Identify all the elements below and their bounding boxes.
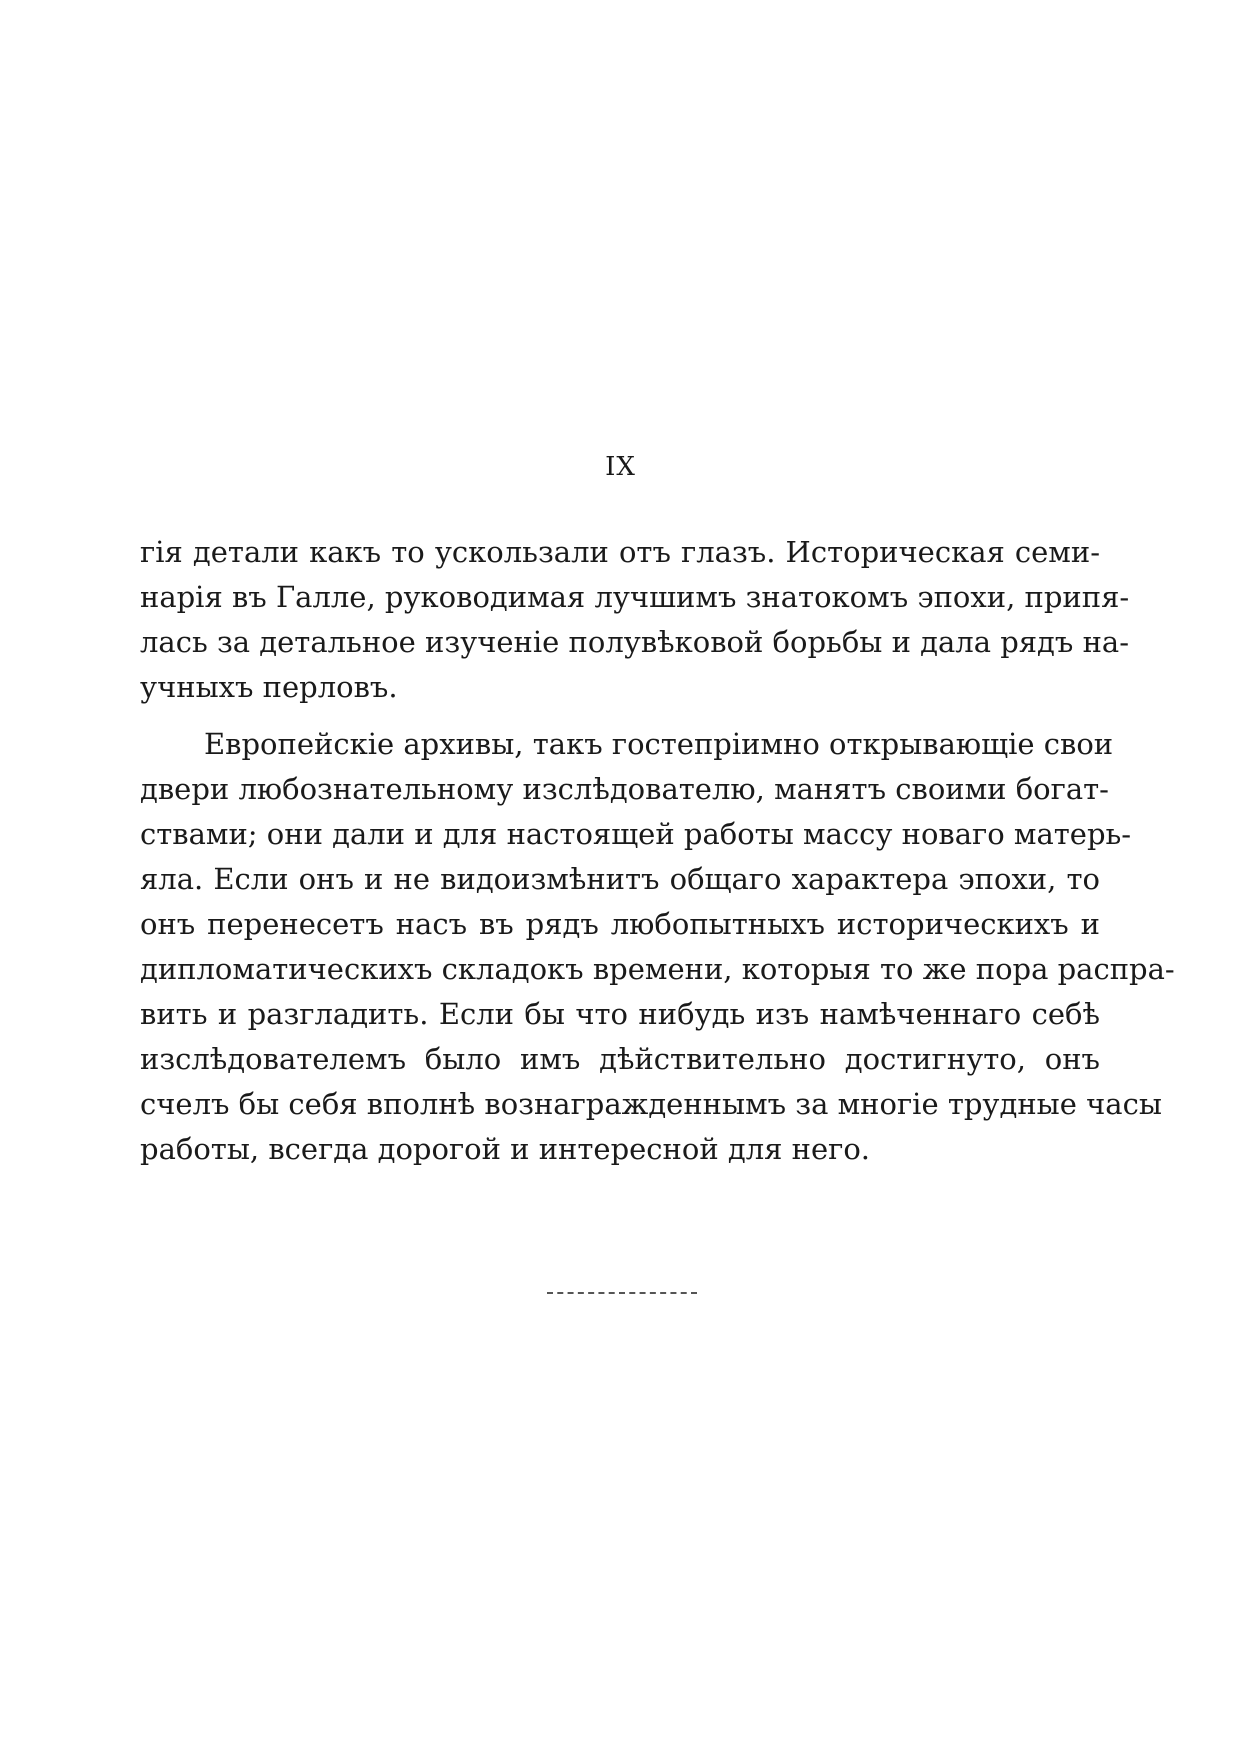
text-line: изслѣдователемъ было имъ дѣйствительно достигнуто, онъ: [140, 1042, 1100, 1076]
paragraph-1: [140, 530, 1130, 710]
text-line: яла. Если онъ и не видоизмѣнитъ общаго характера эпохи, то: [140, 862, 1100, 896]
end-rule: [547, 1292, 697, 1294]
text-line: дипломатическихъ складокъ времени, которыя то же пора распра-: [140, 952, 1175, 986]
text-line: нарія въ Галле, руководимая лучшимъ знатокомъ эпохи, припя-: [140, 580, 1130, 614]
body-text: [140, 530, 1175, 1172]
text-line: Европейскіе архивы, такъ гостепріимно открывающіе свои: [204, 727, 1114, 761]
text-line: двери любознательному изслѣдователю, манятъ своими богат-: [140, 772, 1109, 806]
text-line: лась за детальное изученіе полувѣковой борьбы и дала рядъ на-: [140, 625, 1130, 659]
text-line: гія детали какъ то ускользали отъ глазъ. Историческая семи-: [140, 535, 1100, 569]
paragraph-gap: [140, 710, 1100, 722]
text-line: ствами; они дали и для настоящей работы массу новаго матерь-: [140, 817, 1132, 851]
paragraph-2: [140, 722, 1175, 1172]
text-line: онъ перенесетъ насъ въ рядъ любопытныхъ историческихъ и: [140, 907, 1100, 941]
text-line: работы, всегда дорогой и интересной для него.: [140, 1132, 871, 1166]
text-line: счелъ бы себя вполнѣ вознагражденнымъ за многіе трудные часы: [140, 1087, 1162, 1121]
page-number: IX: [605, 452, 636, 482]
text-line: учныхъ перловъ.: [140, 670, 398, 704]
text-line: вить и разгладить. Если бы что нибудь изъ намѣченнаго себѣ: [140, 997, 1100, 1031]
